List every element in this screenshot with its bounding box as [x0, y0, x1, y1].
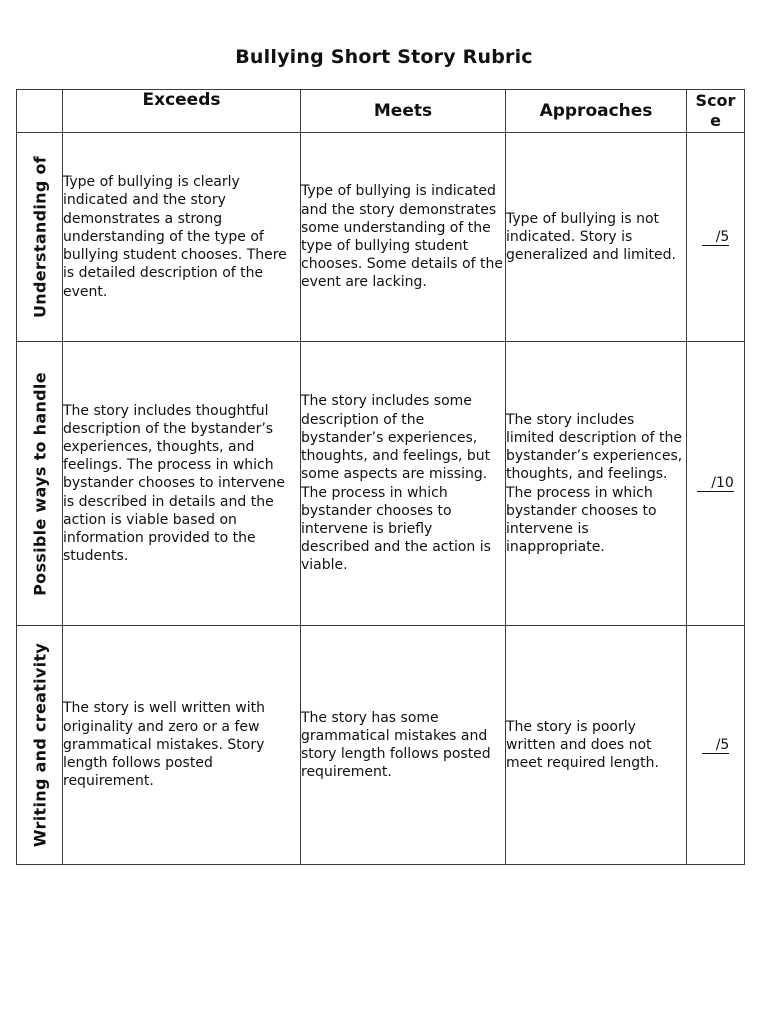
- rubric-table: [16, 89, 745, 865]
- score-cell: [687, 342, 745, 626]
- approaches-text: Type of bullying is not indicated. Story is generalized and limited.: [506, 210, 676, 264]
- approaches-text: The story is poorly written and does not meet required length.: [506, 718, 659, 772]
- criteria-header: [17, 90, 63, 133]
- score-cell: [687, 626, 745, 865]
- table-row: [17, 133, 745, 342]
- page-title: Bullying Short Story Rubric: [235, 46, 533, 68]
- meets-text: Type of bullying is indicated and the story demonstrates some understanding of the type of bullying student chooses. Some details of the event are lacking.: [301, 183, 503, 291]
- exceeds-header: Exceeds: [63, 90, 301, 133]
- exceeds-text: The story includes thoughtful description of the bystander’s experiences, thoughts, and feelings. The process in which bystander chooses to intervene is described in details and the action is viable based on information provided to the students.: [63, 402, 285, 565]
- approaches-cell: [506, 342, 687, 626]
- approaches-cell: [506, 133, 687, 342]
- table-row: [17, 342, 745, 626]
- exceeds-cell: [63, 626, 301, 865]
- score-value: /10: [697, 475, 734, 492]
- meets-cell: [301, 133, 506, 342]
- score-value: /5: [702, 229, 730, 246]
- meets-cell: [301, 626, 506, 865]
- exceeds-cell: [63, 342, 301, 626]
- header-row: [17, 90, 745, 133]
- table-row: [17, 626, 745, 865]
- exceeds-text: Type of bullying is clearly indicated and the story demonstrates a strong understanding of the type of bullying student chooses. There is detailed description of the event.: [63, 174, 287, 300]
- exceeds-cell: [63, 133, 301, 342]
- score-header: Score: [687, 90, 745, 133]
- exceeds-text: The story is well written with originality and zero or a few grammatical mistakes. Story length follows posted requirement.: [63, 700, 265, 790]
- criterion-cell: [17, 626, 63, 865]
- meets-cell: [301, 342, 506, 626]
- meets-header: Meets: [301, 90, 506, 133]
- approaches-header: Approaches: [506, 90, 687, 133]
- criterion-label: Possible ways to handle: [30, 371, 49, 596]
- meets-text: The story has some grammatical mistakes and story length follows posted requirement.: [301, 709, 491, 781]
- criterion-label: Understanding of: [30, 155, 49, 319]
- approaches-text: The story includes limited description of the bystander’s experiences, thoughts, and feelings. The process in which bystander chooses to intervene is inappropriate.: [506, 411, 683, 556]
- score-value: /5: [702, 737, 730, 754]
- criterion-label: Writing and creativity: [30, 642, 49, 848]
- criterion-cell: [17, 342, 63, 626]
- score-cell: [687, 133, 745, 342]
- criterion-cell: [17, 133, 63, 342]
- approaches-cell: [506, 626, 687, 865]
- meets-text: The story includes some description of the bystander’s experiences, thoughts, and feelings, but some aspects are missing. The process in which bystander chooses to intervene is briefly described and the action is viable.: [301, 393, 491, 574]
